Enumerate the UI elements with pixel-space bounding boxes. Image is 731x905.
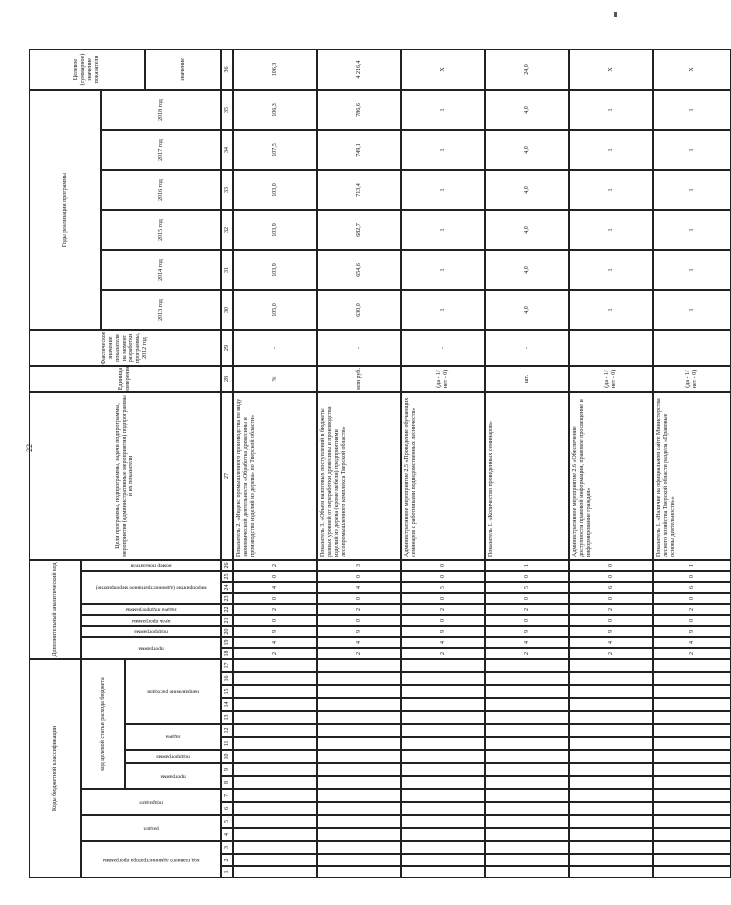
- analytic-code-digit: 3: [317, 560, 401, 571]
- header-direction-text: направление расходов: [147, 688, 199, 695]
- budget-code-cell: [653, 711, 731, 724]
- budget-code-cell: [317, 763, 401, 776]
- budget-code-cell: [569, 685, 653, 698]
- row-year-value: 786,6: [317, 90, 401, 130]
- analytic-code-digit: 5: [401, 582, 485, 593]
- analytic-code-digit: 0: [401, 615, 485, 626]
- row-year-value: 4,0: [485, 210, 569, 250]
- analytic-code-digit: 4: [233, 582, 317, 593]
- row-year-value: 103,0: [233, 170, 317, 210]
- budget-code-cell: [233, 659, 317, 672]
- header-year-5: 2017 год: [101, 130, 221, 170]
- budget-code-cell: [233, 776, 317, 789]
- analytic-code-digit: 0: [401, 560, 485, 571]
- budget-code-cell: [401, 841, 485, 854]
- header-subsection: [81, 789, 221, 815]
- budget-code-cell: [317, 698, 401, 711]
- row-year-value: 654,6: [317, 250, 401, 290]
- row-unit: %: [233, 366, 317, 392]
- rotated-table-area: [29, 8, 698, 878]
- budget-code-cell: [653, 866, 731, 878]
- row-fact: -: [233, 330, 317, 366]
- row-fact: -: [401, 330, 485, 366]
- budget-code-cell: [317, 866, 401, 878]
- header-years: Годы реализации программы: [29, 90, 101, 330]
- header-an-subprogram: [81, 626, 221, 637]
- column-number: 3: [221, 841, 233, 854]
- budget-code-cell: [485, 841, 569, 854]
- column-number: 18: [221, 648, 233, 659]
- budget-code-cell: [653, 828, 731, 841]
- header-goals: Цели программы, подпрограммы, задачи подпрограммы, мероприятия (административные мероприятия) подпрограммы и их показатели: [29, 392, 221, 560]
- budget-code-cell: [653, 789, 731, 802]
- header-target: Целевое (суммарное) значение показателя: [29, 49, 145, 90]
- row-unit: (да - 1/нет - 0): [401, 366, 485, 392]
- column-number: 14: [221, 698, 233, 711]
- row-year-value: 749,1: [317, 130, 401, 170]
- analytic-code-digit: 4: [233, 637, 317, 648]
- budget-code-cell: [401, 828, 485, 841]
- column-number: 11: [221, 737, 233, 750]
- row-year-value: 4,0: [485, 130, 569, 170]
- analytic-code-digit: 1: [485, 560, 569, 571]
- analytic-code-digit: 4: [653, 637, 731, 648]
- analytic-code-digit: 2: [569, 648, 653, 659]
- budget-code-cell: [569, 776, 653, 789]
- budget-code-cell: [569, 828, 653, 841]
- budget-code-cell: [653, 659, 731, 672]
- analytic-code-digit: 4: [569, 637, 653, 648]
- row-unit: (да - 1/нет - 0): [569, 366, 653, 392]
- header-an-measure: [81, 571, 221, 604]
- budget-code-cell: [653, 685, 731, 698]
- row-year-value: 1: [569, 290, 653, 330]
- column-number: 2: [221, 854, 233, 866]
- budget-code-cell: [401, 815, 485, 828]
- budget-code-cell: [401, 776, 485, 789]
- budget-code-cell: [233, 866, 317, 878]
- header-an-indicator-text: номер показателя: [130, 562, 172, 569]
- row-description: Административное мероприятие 2.6 «Обеспечение доступности правовой информации, правовое просвещение и информирование граждан»: [569, 392, 653, 560]
- header-budget-codes: Коды бюджетной классификации: [29, 659, 81, 878]
- row-year-value: 105,0: [233, 290, 317, 330]
- budget-code-cell: [317, 711, 401, 724]
- column-number: 35: [221, 90, 233, 130]
- budget-code-cell: [653, 841, 731, 854]
- analytic-code-digit: 2: [653, 648, 731, 659]
- budget-code-cell: [401, 750, 485, 763]
- budget-code-cell: [653, 776, 731, 789]
- row-year-value: 1: [653, 250, 731, 290]
- budget-code-cell: [317, 672, 401, 685]
- budget-code-cell: [569, 724, 653, 737]
- analytic-code-digit: 0: [401, 571, 485, 582]
- column-number: 10: [221, 750, 233, 763]
- budget-code-cell: [317, 737, 401, 750]
- budget-code-cell: [401, 711, 485, 724]
- header-an-task-text: задача подпрограммы: [125, 606, 177, 613]
- column-number: 8: [221, 776, 233, 789]
- column-number: 19: [221, 637, 233, 648]
- budget-code-cell: [485, 866, 569, 878]
- budget-code-cell: [569, 815, 653, 828]
- page-number: 22: [25, 444, 34, 452]
- row-year-value: 713,4: [317, 170, 401, 210]
- budget-code-cell: [569, 802, 653, 815]
- header-an-task: [81, 604, 221, 615]
- budget-code-cell: [317, 776, 401, 789]
- analytic-code-digit: 0: [653, 593, 731, 604]
- analytic-code-digit: 2: [233, 648, 317, 659]
- row-year-value: 107,5: [233, 130, 317, 170]
- row-fact: [653, 330, 731, 366]
- analytic-code-digit: 9: [401, 626, 485, 637]
- budget-code-cell: [569, 737, 653, 750]
- row-year-value: 1: [401, 90, 485, 130]
- budget-code-cell: [401, 866, 485, 878]
- budget-code-cell: [569, 698, 653, 711]
- column-number: 5: [221, 815, 233, 828]
- budget-code-cell: [653, 750, 731, 763]
- header-year-2: 2014 год: [101, 250, 221, 290]
- budget-code-cell: [233, 711, 317, 724]
- column-number: 7: [221, 789, 233, 802]
- budget-code-cell: [485, 802, 569, 815]
- row-unit: млн руб.: [317, 366, 401, 392]
- budget-code-cell: [401, 802, 485, 815]
- row-year-value: 1: [653, 90, 731, 130]
- row-year-value: 1: [569, 210, 653, 250]
- budget-code-cell: [233, 828, 317, 841]
- row-fact: [569, 330, 653, 366]
- analytic-code-digit: 9: [233, 626, 317, 637]
- analytic-code-digit: 0: [233, 571, 317, 582]
- budget-code-cell: [485, 685, 569, 698]
- row-description: Показатель 3. «Объем налоговых поступлений в бюджеты разных уровней от переработки древесины и производства изделий из дерева (кроме мебели) предприятиями лесопромышленного комплекса Тверской области»: [317, 392, 401, 560]
- budget-code-cell: [569, 763, 653, 776]
- row-year-value: 1: [401, 290, 485, 330]
- column-number: 28: [221, 366, 233, 392]
- budget-code-cell: [233, 802, 317, 815]
- analytic-code-digit: 4: [485, 637, 569, 648]
- analytic-code-digit: 9: [485, 626, 569, 637]
- row-target-value: 106,3: [233, 49, 317, 90]
- budget-code-cell: [485, 815, 569, 828]
- column-number: 30: [221, 290, 233, 330]
- row-year-value: 4,0: [485, 170, 569, 210]
- budget-code-cell: [401, 737, 485, 750]
- budget-code-cell: [317, 841, 401, 854]
- analytic-code-digit: 0: [653, 615, 731, 626]
- budget-code-cell: [401, 698, 485, 711]
- row-target-value: Х: [401, 49, 485, 90]
- header-subsection-text: подраздел: [139, 799, 163, 806]
- column-number: 29: [221, 330, 233, 366]
- row-year-value: 106,3: [233, 90, 317, 130]
- budget-code-cell: [653, 737, 731, 750]
- column-number: 6: [221, 802, 233, 815]
- column-number: 1: [221, 866, 233, 878]
- budget-code-cell: [317, 828, 401, 841]
- budget-code-cell: [401, 659, 485, 672]
- analytic-code-digit: 0: [569, 560, 653, 571]
- column-number: 34: [221, 130, 233, 170]
- analytic-code-digit: 9: [569, 626, 653, 637]
- analytic-code-digit: 2: [317, 604, 401, 615]
- budget-code-cell: [653, 672, 731, 685]
- budget-code-cell: [317, 802, 401, 815]
- analytic-code-digit: 0: [401, 593, 485, 604]
- budget-code-cell: [485, 724, 569, 737]
- column-number: 12: [221, 724, 233, 737]
- row-year-value: 1: [653, 210, 731, 250]
- program-indicators-table: [29, 8, 698, 878]
- budget-code-cell: [569, 659, 653, 672]
- column-number: 17: [221, 659, 233, 672]
- column-number: 33: [221, 170, 233, 210]
- row-year-value: 1: [653, 290, 731, 330]
- analytic-code-digit: 0: [569, 571, 653, 582]
- analytic-code-digit: 2: [401, 648, 485, 659]
- row-fact: -: [317, 330, 401, 366]
- header-direction: [125, 659, 221, 724]
- budget-code-cell: [569, 789, 653, 802]
- row-description: Показатель 2. «Индекс промышленного производства по виду экономической деятельности «Обработка древесины и производство изделий из дерева» по Тверской области»: [233, 392, 317, 560]
- row-year-value: 682,7: [317, 210, 401, 250]
- header-admin-code: [81, 841, 221, 878]
- budget-code-cell: [485, 672, 569, 685]
- header-an-program: [81, 637, 221, 659]
- column-number: 4: [221, 828, 233, 841]
- header-task: [125, 724, 221, 750]
- budget-code-cell: [485, 776, 569, 789]
- budget-code-cell: [485, 854, 569, 866]
- column-number: 22: [221, 604, 233, 615]
- analytic-code-digit: 0: [485, 571, 569, 582]
- header-analytic-code: Дополнительный аналитический код: [29, 560, 81, 659]
- analytic-code-digit: 4: [317, 637, 401, 648]
- analytic-code-digit: 2: [401, 604, 485, 615]
- budget-code-cell: [485, 763, 569, 776]
- budget-code-cell: [233, 737, 317, 750]
- budget-code-cell: [485, 711, 569, 724]
- header-an-goal-text: цель программы: [131, 617, 171, 624]
- budget-code-cell: [653, 854, 731, 866]
- column-number: 25: [221, 571, 233, 582]
- budget-code-cell: [233, 724, 317, 737]
- row-year-value: 1: [653, 170, 731, 210]
- analytic-code-digit: 0: [317, 571, 401, 582]
- analytic-code-digit: 2: [569, 604, 653, 615]
- column-number: 36: [221, 49, 233, 90]
- row-target-value: Х: [653, 49, 731, 90]
- budget-code-cell: [485, 659, 569, 672]
- analytic-code-digit: 0: [569, 615, 653, 626]
- analytic-code-digit: 0: [317, 615, 401, 626]
- budget-code-cell: [569, 711, 653, 724]
- analytic-code-digit: 2: [233, 560, 317, 571]
- header-division: [81, 815, 221, 841]
- row-year-value: 103,9: [233, 250, 317, 290]
- budget-code-cell: [233, 841, 317, 854]
- budget-code-cell: [401, 672, 485, 685]
- row-year-value: 1: [569, 90, 653, 130]
- column-number: 26: [221, 560, 233, 571]
- header-an-subprogram-text: подпрограмма: [134, 628, 168, 635]
- budget-code-cell: [233, 815, 317, 828]
- header-subprogram-text: подпрограмма: [156, 753, 190, 760]
- budget-code-cell: [233, 763, 317, 776]
- row-year-value: 4,0: [485, 90, 569, 130]
- row-target-value: 24,0: [485, 49, 569, 90]
- column-number: 21: [221, 615, 233, 626]
- row-year-value: 1: [401, 250, 485, 290]
- budget-code-cell: [233, 854, 317, 866]
- budget-code-cell: [485, 828, 569, 841]
- analytic-code-digit: 2: [653, 604, 731, 615]
- column-number: 23: [221, 593, 233, 604]
- row-year-value: 1: [401, 210, 485, 250]
- analytic-code-digit: 4: [401, 637, 485, 648]
- column-number: 32: [221, 210, 233, 250]
- analytic-code-digit: 2: [233, 604, 317, 615]
- column-number: 16: [221, 672, 233, 685]
- row-description: Показатель 1. «Наличие на официальном сайте Министерства лесного хозяйства Тверской области раздела «Правовые основы деятельности»»: [653, 392, 731, 560]
- header-an-measure-text: мероприятие (административное мероприятие): [95, 584, 207, 591]
- budget-code-cell: [317, 854, 401, 866]
- budget-code-cell: [317, 685, 401, 698]
- budget-code-cell: [233, 789, 317, 802]
- budget-code-cell: [485, 698, 569, 711]
- column-number: 9: [221, 763, 233, 776]
- column-number: 13: [221, 711, 233, 724]
- header-fact: Фактическое значение показателя на момент разработки программы, 2012 год: [29, 330, 221, 366]
- row-target-value: 4 216,4: [317, 49, 401, 90]
- row-year-value: 630,0: [317, 290, 401, 330]
- row-unit: шт.: [485, 366, 569, 392]
- row-year-value: 4,0: [485, 290, 569, 330]
- header-admin-code-text: код главного администратора программы: [102, 856, 200, 863]
- analytic-code-digit: 6: [569, 582, 653, 593]
- analytic-code-digit: 5: [485, 582, 569, 593]
- column-number: 20: [221, 626, 233, 637]
- analytic-code-digit: 9: [317, 626, 401, 637]
- analytic-code-digit: 6: [653, 582, 731, 593]
- header-subprogram: [125, 750, 221, 763]
- row-year-value: 1: [569, 130, 653, 170]
- header-an-program-text: программа: [138, 645, 164, 652]
- row-fact: -: [485, 330, 569, 366]
- budget-code-cell: [317, 724, 401, 737]
- budget-code-cell: [233, 672, 317, 685]
- row-year-value: 1: [569, 170, 653, 210]
- analytic-code-digit: 4: [317, 582, 401, 593]
- budget-code-cell: [401, 685, 485, 698]
- header-year-1: 2013 год: [101, 290, 221, 330]
- row-description: Показатель 1. «Количество проведенных семинаров»: [485, 392, 569, 560]
- budget-code-cell: [233, 698, 317, 711]
- budget-code-cell: [569, 866, 653, 878]
- analytic-code-digit: 0: [233, 593, 317, 604]
- budget-code-cell: [401, 789, 485, 802]
- header-year-4: 2016 год: [101, 170, 221, 210]
- row-year-value: 1: [401, 170, 485, 210]
- budget-code-cell: [317, 789, 401, 802]
- budget-code-cell: [569, 841, 653, 854]
- analytic-code-digit: 0: [569, 593, 653, 604]
- budget-code-cell: [317, 815, 401, 828]
- row-year-value: 1: [569, 250, 653, 290]
- column-number: 31: [221, 250, 233, 290]
- budget-code-cell: [401, 724, 485, 737]
- row-year-value: 4,0: [485, 250, 569, 290]
- analytic-code-digit: 9: [653, 626, 731, 637]
- analytic-code-digit: 0: [653, 571, 731, 582]
- header-program: [125, 763, 221, 789]
- analytic-code-digit: 0: [485, 593, 569, 604]
- budget-code-cell: [317, 659, 401, 672]
- budget-code-cell: [653, 815, 731, 828]
- budget-code-cell: [401, 763, 485, 776]
- row-unit: (да - 1/нет - 0): [653, 366, 731, 392]
- header-division-text: раздел: [143, 825, 159, 832]
- analytic-code-digit: 2: [485, 648, 569, 659]
- row-year-value: 103,9: [233, 210, 317, 250]
- analytic-code-digit: 2: [485, 604, 569, 615]
- analytic-code-digit: 2: [317, 648, 401, 659]
- budget-code-cell: [233, 750, 317, 763]
- budget-code-cell: [485, 789, 569, 802]
- row-target-value: Х: [569, 49, 653, 90]
- budget-code-cell: [653, 698, 731, 711]
- row-description: Административное мероприятие 2.5 «Проведение обучающих семинаров с работниками подведомственных лесничеств»: [401, 392, 485, 560]
- header-task-text: задача: [165, 734, 181, 741]
- analytic-code-digit: 0: [317, 593, 401, 604]
- budget-code-cell: [317, 750, 401, 763]
- column-number: 15: [221, 685, 233, 698]
- budget-code-cell: [569, 750, 653, 763]
- row-year-value: 1: [653, 130, 731, 170]
- budget-code-cell: [569, 854, 653, 866]
- budget-code-cell: [653, 724, 731, 737]
- budget-code-cell: [653, 763, 731, 776]
- header-an-indicator: [81, 560, 221, 571]
- header-an-goal: [81, 615, 221, 626]
- column-number: 27: [221, 392, 233, 560]
- analytic-code-digit: 0: [233, 615, 317, 626]
- analytic-code-digit: 1: [653, 560, 731, 571]
- row-year-value: 1: [401, 130, 485, 170]
- header-year-3: 2015 год: [101, 210, 221, 250]
- header-unit: Единица измерения: [29, 366, 221, 392]
- budget-code-cell: [485, 750, 569, 763]
- header-target-article: код целевой статьи расхода бюджета: [81, 659, 125, 789]
- budget-code-cell: [653, 802, 731, 815]
- budget-code-cell: [233, 685, 317, 698]
- column-number: 24: [221, 582, 233, 593]
- analytic-code-digit: 0: [485, 615, 569, 626]
- header-year-6: 2018 год: [101, 90, 221, 130]
- budget-code-cell: [569, 672, 653, 685]
- budget-code-cell: [401, 854, 485, 866]
- budget-code-cell: [485, 737, 569, 750]
- header-target-value: значение: [145, 49, 221, 90]
- header-program-text: программа: [160, 773, 186, 780]
